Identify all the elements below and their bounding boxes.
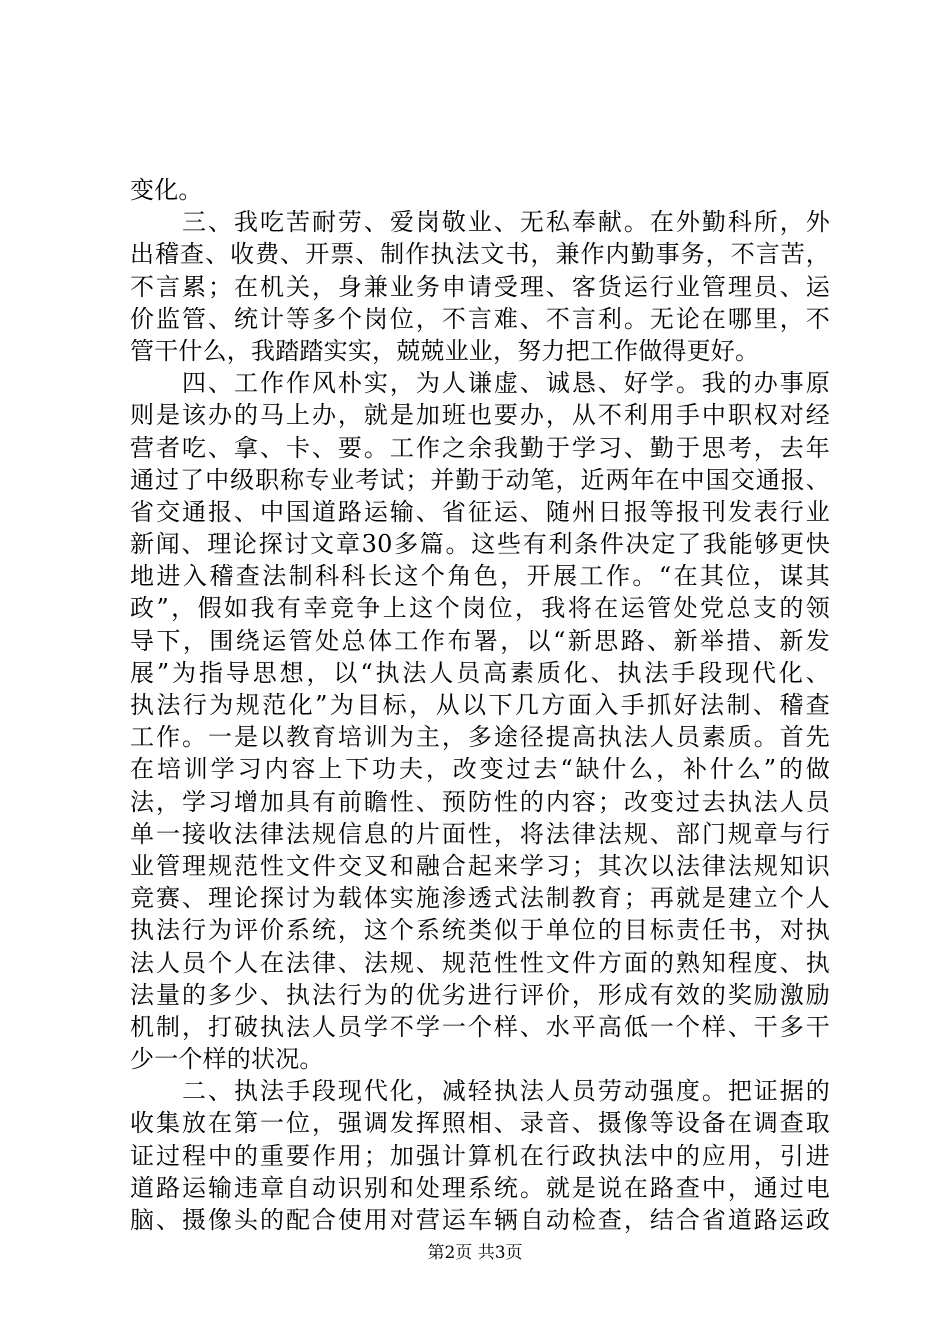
text-line: 管干什么，我踏踏实实，兢兢业业，努力把工作做得更好。 bbox=[130, 336, 760, 365]
text-line: 业管理规范性文件交叉和融合起来学习；其次以法律法规知识 bbox=[130, 851, 830, 880]
text-line: 地进入稽查法制科科长这个角色，开展工作。“在其位，谋其 bbox=[130, 562, 830, 591]
text-line: 执法行为评价系统，这个系统类似于单位的目标责任书，对执 bbox=[130, 916, 830, 945]
text-line: 工作。一是以教育培训为主，多途径提高执法人员素质。首先 bbox=[130, 723, 830, 752]
text-line: 法人员个人在法律、法规、规范性性文件方面的熟知程度、执 bbox=[130, 948, 830, 977]
text-line: 通过了中级职称专业考试；并勤于动笔，近两年在中国交通报、 bbox=[130, 465, 830, 494]
text-line: 新闻、理论探讨文章30多篇。这些有利条件决定了我能够更快 bbox=[130, 530, 830, 559]
text-line: 法，学习增加具有前瞻性、预防性的内容；改变过去执法人员 bbox=[130, 787, 830, 816]
text-line: 在培训学习内容上下功夫，改变过去“缺什么，补什么”的做 bbox=[130, 755, 830, 784]
text-line: 竞赛、理论探讨为载体实施渗透式法制教育；再就是建立个人 bbox=[130, 884, 830, 913]
text-line: 收集放在第一位，强调发挥照相、录音、摄像等设备在调查取 bbox=[130, 1109, 830, 1138]
text-line: 证过程中的重要作用；加强计算机在行政执法中的应用，引进 bbox=[130, 1141, 830, 1170]
text-line: 出稽查、收费、开票、制作执法文书，兼作内勤事务，不言苦， bbox=[130, 240, 830, 269]
text-line: 机制，打破执法人员学不学一个样、水平高低一个样、干多干 bbox=[130, 1012, 830, 1041]
text-line: 营者吃、拿、卡、要。工作之余我勤于学习、勤于思考，去年 bbox=[130, 433, 830, 462]
text-line: 展”为指导思想，以“执法人员高素质化、执法手段现代化、 bbox=[130, 658, 830, 687]
text-line: 二、执法手段现代化，减轻执法人员劳动强度。把证据的 bbox=[130, 1077, 830, 1106]
text-line: 政”，假如我有幸竞争上这个岗位，我将在运管处党总支的领 bbox=[130, 594, 830, 623]
document-body bbox=[130, 174, 830, 1236]
text-line: 执法行为规范化”为目标，从以下几方面入手抓好法制、稽查 bbox=[130, 691, 830, 719]
text-line: 省交通报、中国道路运输、省征运、随州日报等报刊发表行业 bbox=[130, 497, 830, 526]
text-line: 法量的多少、执法行为的优劣进行评价，形成有效的奖励激励 bbox=[130, 980, 830, 1009]
text-line: 则是该办的马上办，就是加班也要办，从不利用手中职权对经 bbox=[130, 401, 830, 430]
text-line: 导下，围绕运管处总体工作布署，以“新思路、新举措、新发 bbox=[130, 626, 830, 655]
page-footer: 第2页 共3页 bbox=[427, 1243, 523, 1263]
text-line: 单一接收法律法规信息的片面性，将法律法规、部门规章与行 bbox=[130, 819, 830, 848]
text-line: 三、我吃苦耐劳、爱岗敬业、无私奉献。在外勤科所，外 bbox=[130, 208, 830, 237]
text-line: 变化。 bbox=[130, 176, 203, 204]
text-line: 道路运输违章自动识别和处理系统。就是说在路查中，通过电 bbox=[130, 1173, 830, 1202]
text-line: 少一个样的状况。 bbox=[130, 1045, 324, 1074]
text-line: 四、工作作风朴实，为人谦虚、诚恳、好学。我的办事原 bbox=[130, 369, 830, 398]
text-line: 价监管、统计等多个岗位，不言难、不言利。无论在哪里，不 bbox=[130, 304, 830, 333]
text-line: 不言累；在机关，身兼业务申请受理、客货运行业管理员、运 bbox=[130, 272, 830, 301]
text-line: 脑、摄像头的配合使用对营运车辆自动检查，结合省道路运政 bbox=[130, 1206, 830, 1234]
